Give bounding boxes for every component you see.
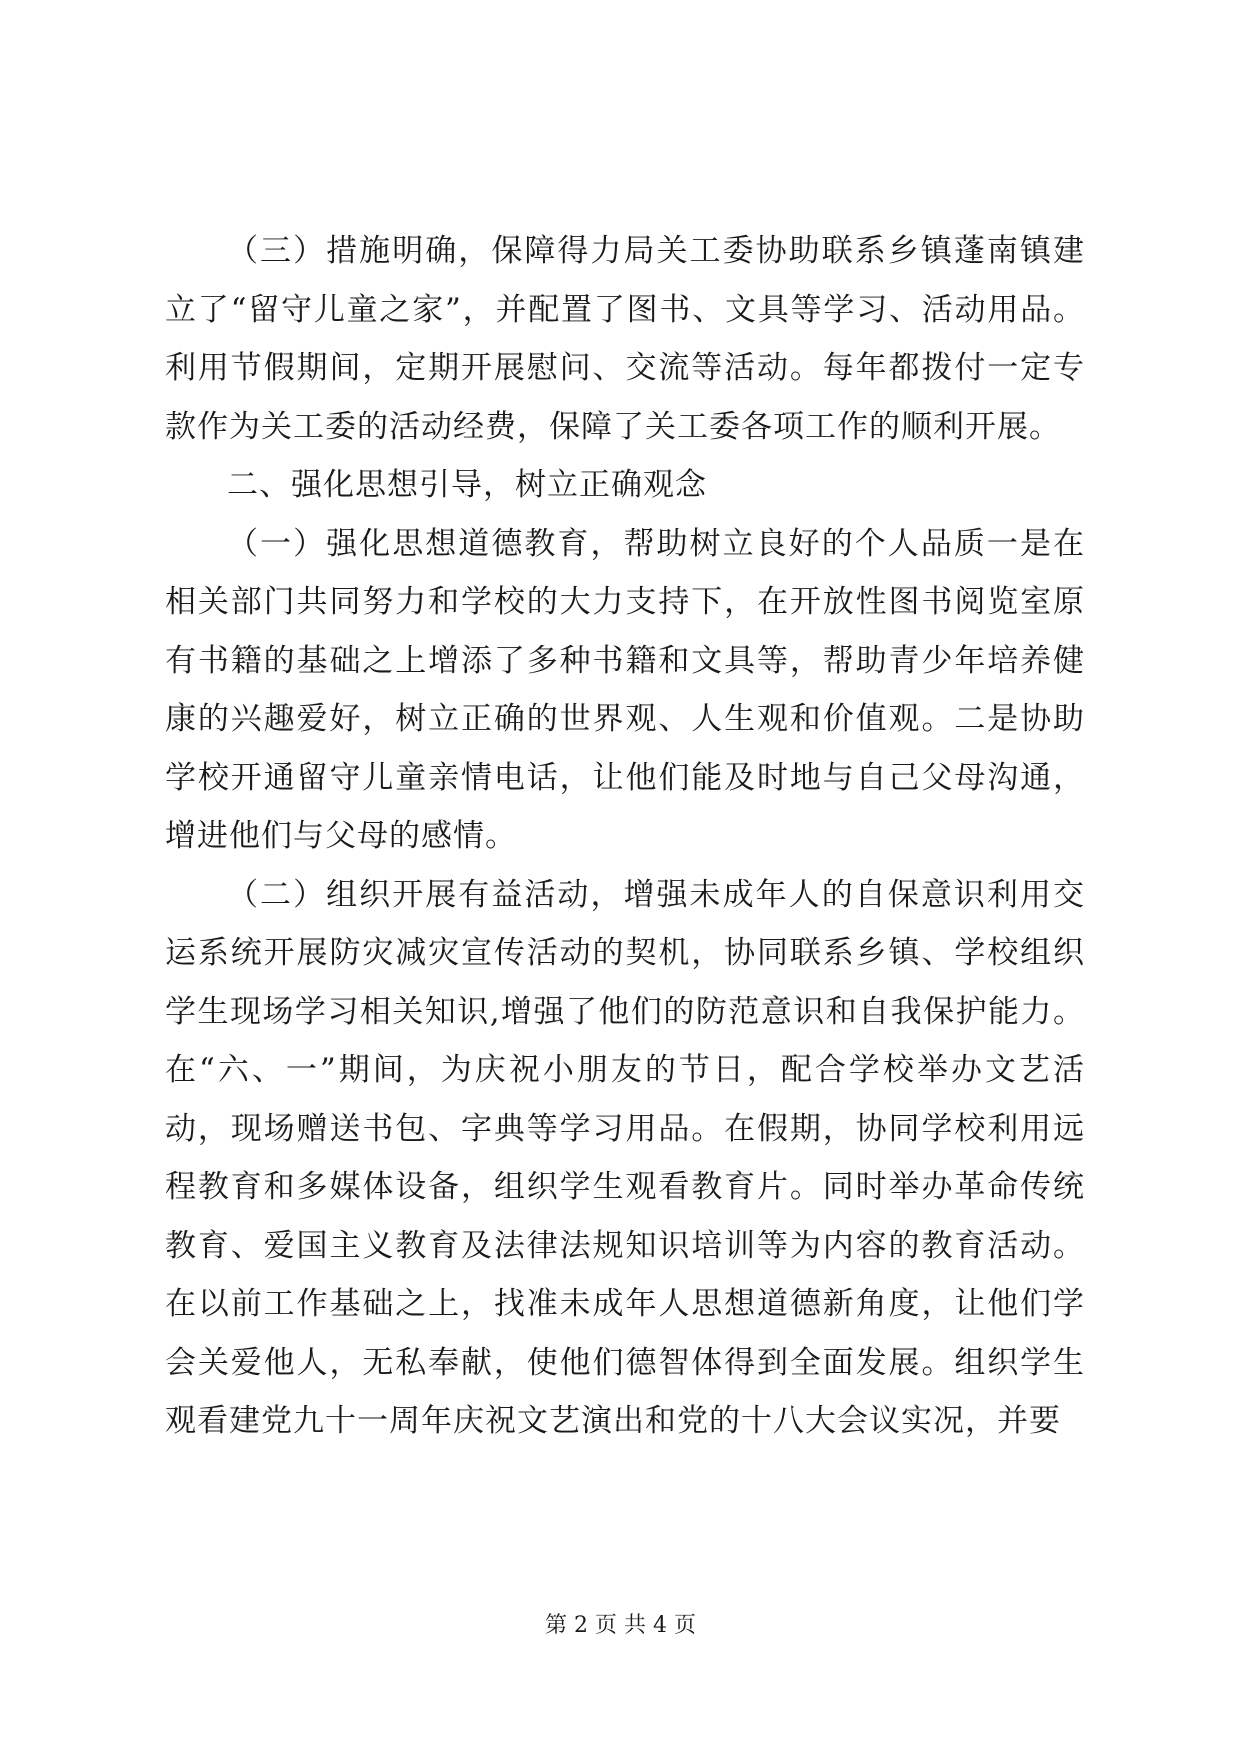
page-footer: 第 2 页 共 4 页 <box>545 1613 696 1638</box>
paragraph-measures: （三）措施明确，保障得力局关工委协助联系乡镇蓬南镇建立了“留守儿童之家”，并配置了图书、文具等学习、活动用品。利用节假期间，定期开展慰问、交流等活动。每年都拨付一定专款作为关工委的活动经费，保障了关工委各项工作的顺利开展。 <box>165 233 1085 445</box>
document-body <box>165 222 1085 1451</box>
paragraph-moral-education: （一）强化思想道德教育，帮助树立良好的个人品质一是在相关部门共同努力和学校的大力支持下，在开放性图书阅览室原有书籍的基础之上增添了多种书籍和文具等，帮助青少年培养健康的兴趣爱好，树立正确的世界观、人生观和价值观。二是协助学校开通留守儿童亲情电话，让他们能及时地与自己父母沟通，增进他们与父母的感情。 <box>165 525 1085 854</box>
section-heading-2: 二、强化思想引导，树立正确观念 <box>227 467 707 503</box>
paragraph-activities: （二）组织开展有益活动，增强未成年人的自保意识利用交运系统开展防灾减灾宣传活动的契机，协同联系乡镇、学校组织学生现场学习相关知识,增强了他们的防范意识和自我保护能力。在“六、一”期间，为庆祝小朋友的节日，配合学校举办文艺活动，现场赠送书包、字典等学习用品。在假期，协同学校利用远程教育和多媒体设备，组织学生观看教育片。同时举办革命传统教育、爱国主义教育及法律法规知识培训等为内容的教育活动。在以前工作基础之上，找准未成年人思想道德新角度，让他们学会关爱他人，无私奉献，使他们德智体得到全面发展。组织学生观看建党九十一周年庆祝文艺演出和党的十八大会议实况，并要 <box>165 876 1085 1439</box>
